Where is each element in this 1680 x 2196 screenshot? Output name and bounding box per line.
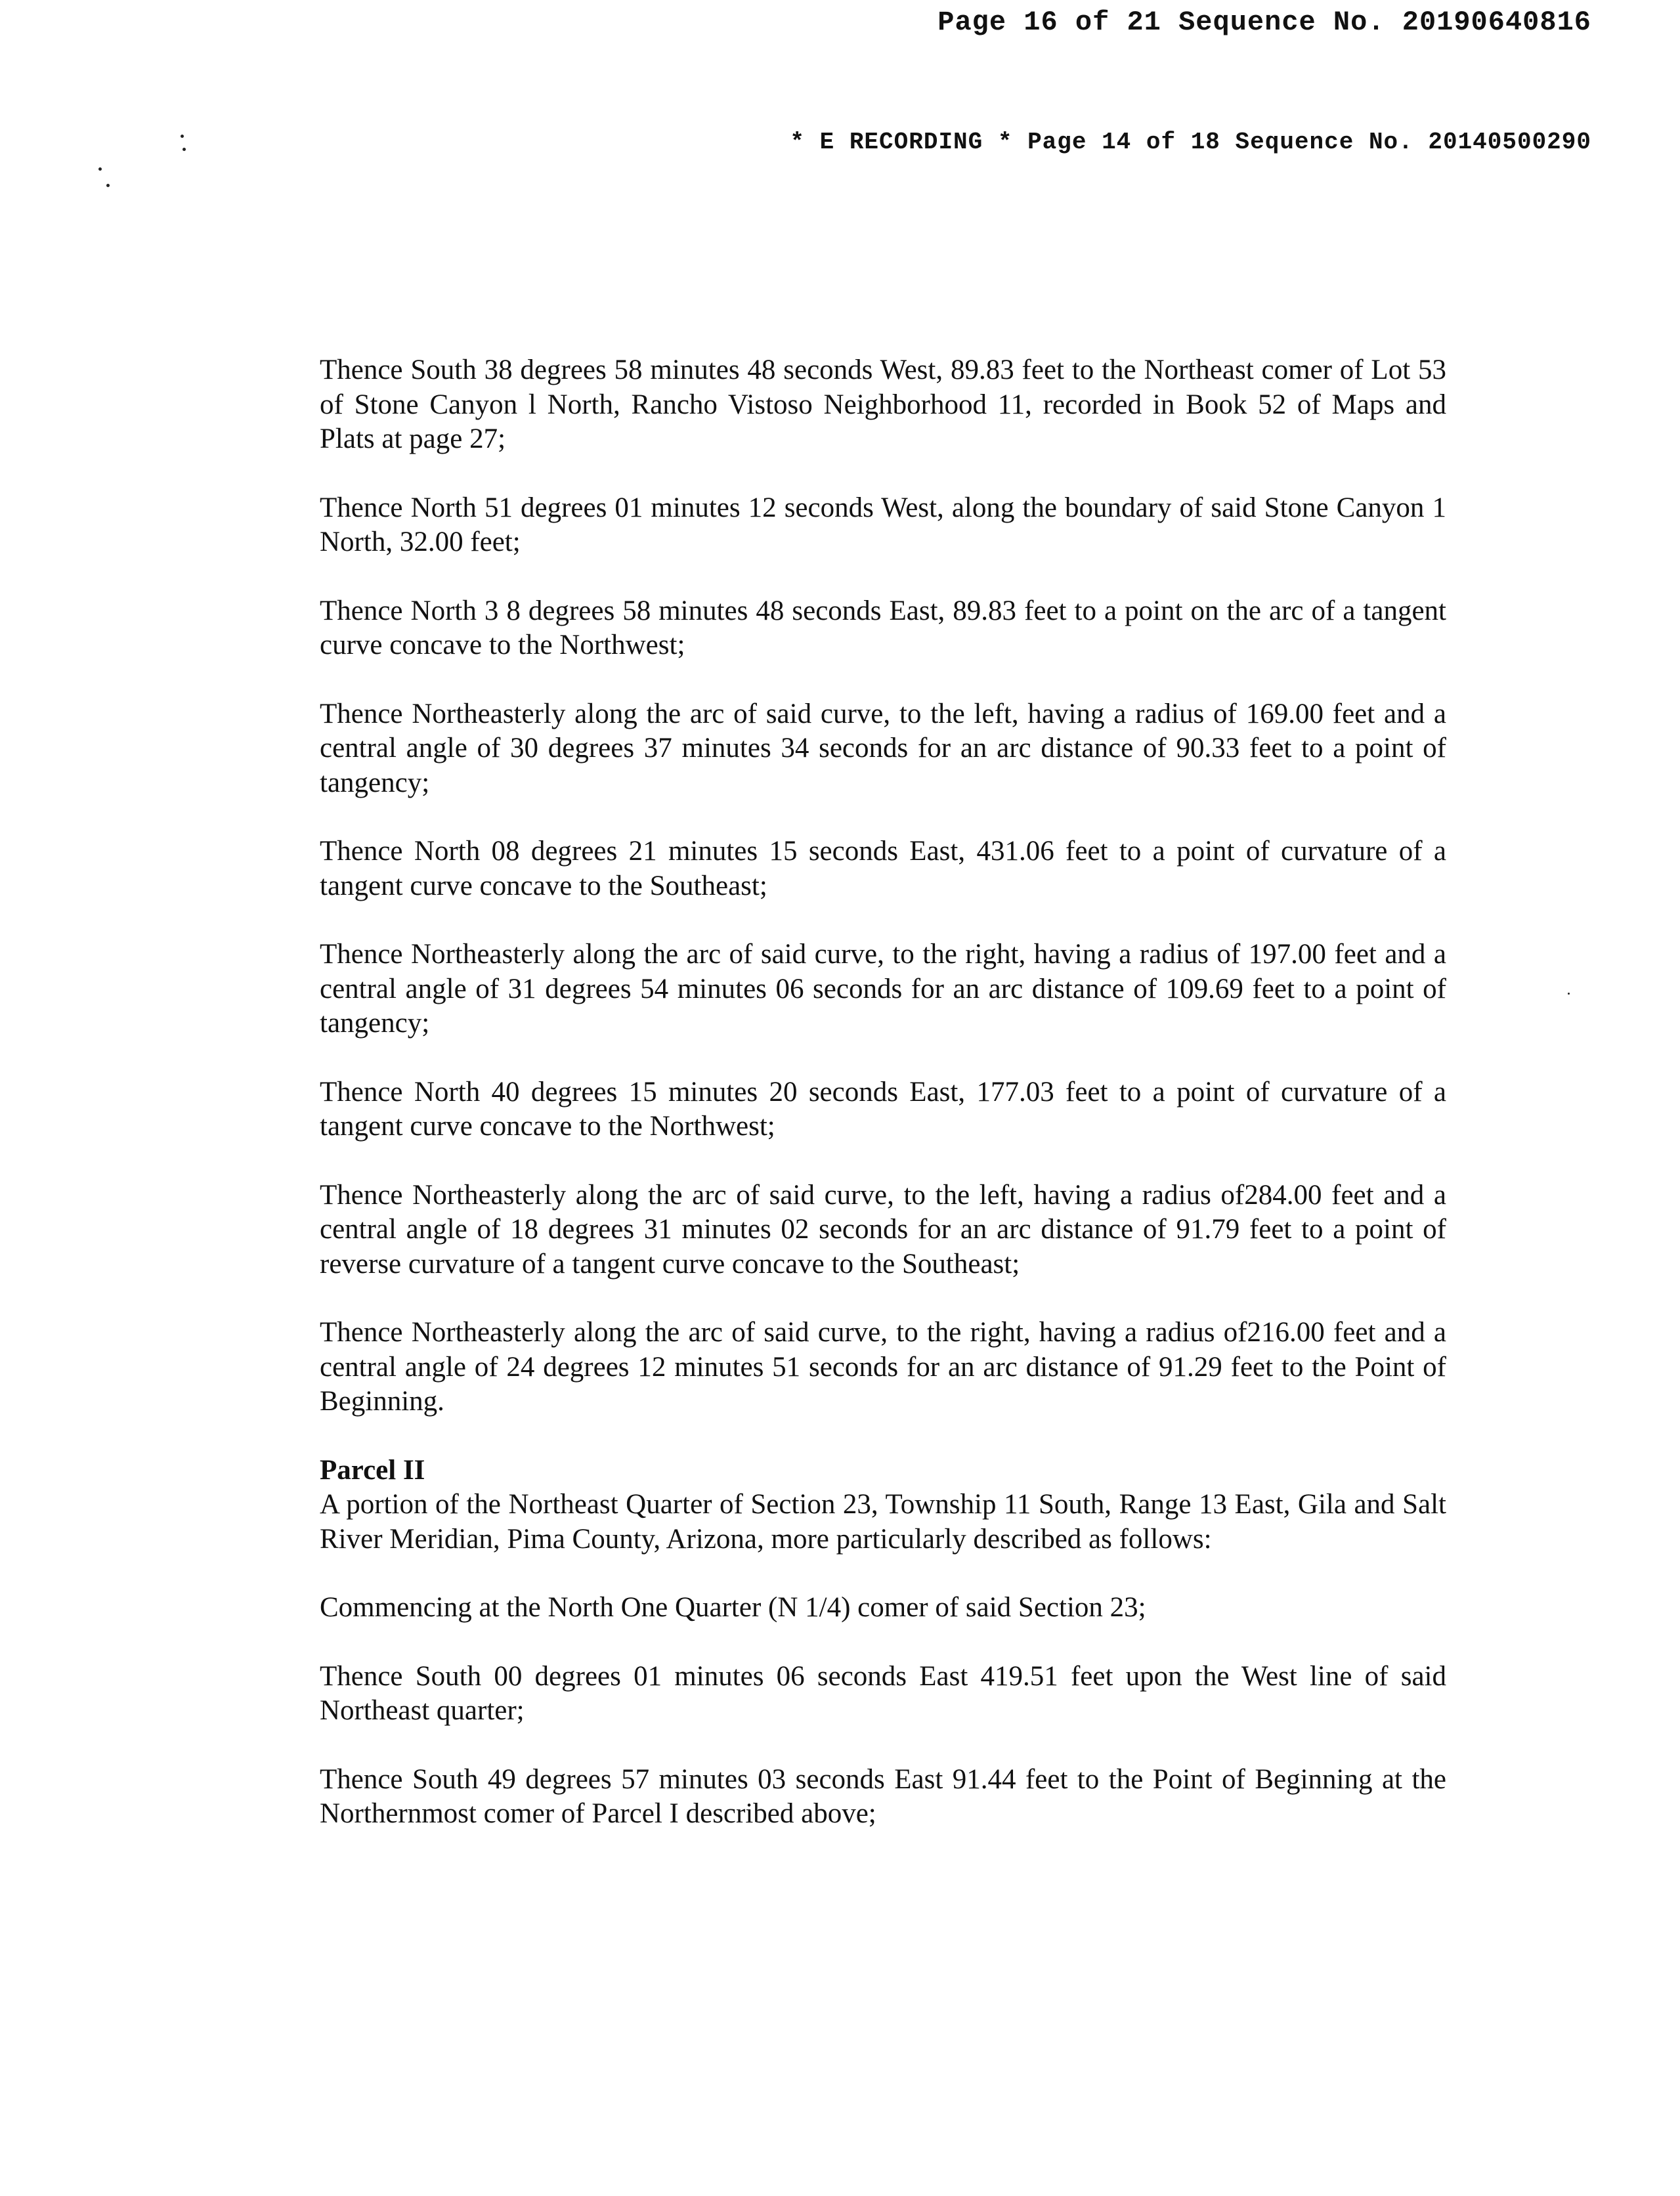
- scan-speck: [98, 167, 102, 171]
- paragraph-4: Thence Northeasterly along the arc of said curve, to the left, having a radius of 169.00 feet and a central angle of 30 degrees 37 minutes 34 seconds for an arc distance of 90.33 feet to a point of tangency;: [320, 698, 1446, 798]
- paragraph-7: Thence North 40 degrees 15 minutes 20 seconds East, 177.03 feet to a point of curvature of a tangent curve concave to the Northwest;: [320, 1076, 1446, 1142]
- paragraph-2: Thence North 51 degrees 01 minutes 12 seconds West, along the boundary of said Stone Canyon 1 North, 32.00 feet;: [320, 492, 1446, 557]
- paragraph-1: Thence South 38 degrees 58 minutes 48 seconds West, 89.83 feet to the Northeast comer of Lot 53 of Stone Canyon l North, Rancho Vistoso Neighborhood 11, recorded in Book 52 of Maps and Plats at page 27;: [320, 355, 1446, 454]
- parcel-ii-commencing: Commencing at the North One Quarter (N 1/4) comer of said Section 23;: [320, 1592, 1146, 1623]
- parcel-ii-intro: A portion of the Northeast Quarter of Section 23, Township 11 South, Range 13 East, Gila and Salt River Meridian, Pima County, Arizona, more particularly described as follows:: [320, 1489, 1446, 1555]
- paragraph-3: Thence North 3 8 degrees 58 minutes 48 seconds East, 89.83 feet to a point on the arc of a tangent curve concave to the Northwest;: [320, 595, 1446, 660]
- paragraph-6: Thence Northeasterly along the arc of said curve, to the right, having a radius of 197.00 feet and a central angle of 31 degrees 54 minutes 06 seconds for an arc distance of 109.69 feet to a point of tangency;: [320, 939, 1446, 1039]
- paragraph-9: Thence Northeasterly along the arc of said curve, to the right, having a radius of216.00 feet and a central angle of 24 degrees 12 minutes 51 seconds for an arc distance of 91.29 feet to the Point of Beginning.: [320, 1317, 1446, 1417]
- legal-description-body: [320, 353, 1446, 1866]
- scan-speck: [183, 148, 186, 151]
- parcel-ii-course-2: Thence South 49 degrees 57 minutes 03 seconds East 91.44 feet to the Point of Beginning at the Northernmost comer of Parcel I described above;: [320, 1763, 1446, 1829]
- recording-sequence-header: * E RECORDING * Page 14 of 18 Sequence No. 20140500290: [790, 129, 1591, 156]
- scan-speck: [1568, 993, 1570, 995]
- scan-speck: [181, 135, 184, 138]
- paragraph-8: Thence Northeasterly along the arc of said curve, to the left, having a radius of284.00 feet and a central angle of 18 degrees 31 minutes 02 seconds for an arc distance of 91.79 feet to a point of reverse curvature of a tangent curve concave to the Southeast;: [320, 1179, 1446, 1280]
- paragraph-5: Thence North 08 degrees 21 minutes 15 seconds East, 431.06 feet to a point of curvature of a tangent curve concave to the Southeast;: [320, 836, 1446, 901]
- parcel-ii-course-1: Thence South 00 degrees 01 minutes 06 seconds East 419.51 feet upon the West line of said Northeast quarter;: [320, 1660, 1446, 1726]
- parcel-heading: Parcel II: [320, 1454, 425, 1486]
- scan-speck: [106, 184, 110, 187]
- page-sequence-header: Page 16 of 21 Sequence No. 20190640816: [937, 7, 1591, 38]
